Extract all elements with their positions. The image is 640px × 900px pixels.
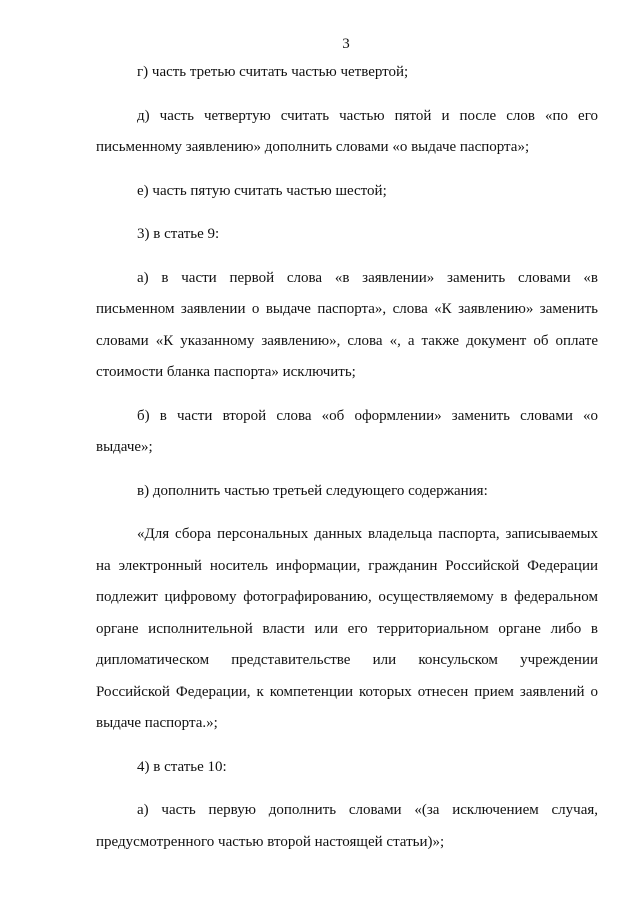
paragraph-quoted-part-3: «Для сбора персональных данных владельца паспорта, записываемых на электронный носитель информации, гражданин Российской Федерации подлежит цифровому фотографированию, осуществляемому в федеральном органе исполнительной власти или его территориальном органе либо в дипломатическом представительстве или консульском учреждении Российской Федерации, к компетенции которых отнесен прием заявлений о выдаче паспорта.»; [96,526,598,731]
paragraph-g: г) часть третью считать частью четвертой; [137,64,409,80]
paragraph-article-9-b: б) в части второй слова «об оформлении» заменить словами «о выдаче»; [96,407,598,455]
paragraph-article-9-a: а) в части первой слова «в заявлении» заменить словами «в письменном заявлении о выдаче паспорта», слова «К заявлению» заменить словами «К указанному заявлению», слова «, а также документ об оплате стоимости бланка паспорта» исключить; [96,269,598,380]
page-number: 3 [342,36,350,52]
paragraph-article-10-a: а) часть первую дополнить словами «(за исключением случая, предусмотренного частью второй настоящей статьи)»; [96,802,598,850]
paragraph-d: д) часть четвертую считать частью пятой и после слов «по его письменному заявлению» дополнить словами «о выдаче паспорта»; [96,107,598,155]
paragraph-article-10: 4) в статье 10: [137,758,227,775]
document-body [96,57,598,858]
paragraph-article-9: 3) в статье 9: [137,226,220,242]
paragraph-e: е) часть пятую считать частью шестой; [137,182,387,199]
paragraph-article-9-v: в) дополнить частью третьей следующего содержания: [137,482,488,499]
